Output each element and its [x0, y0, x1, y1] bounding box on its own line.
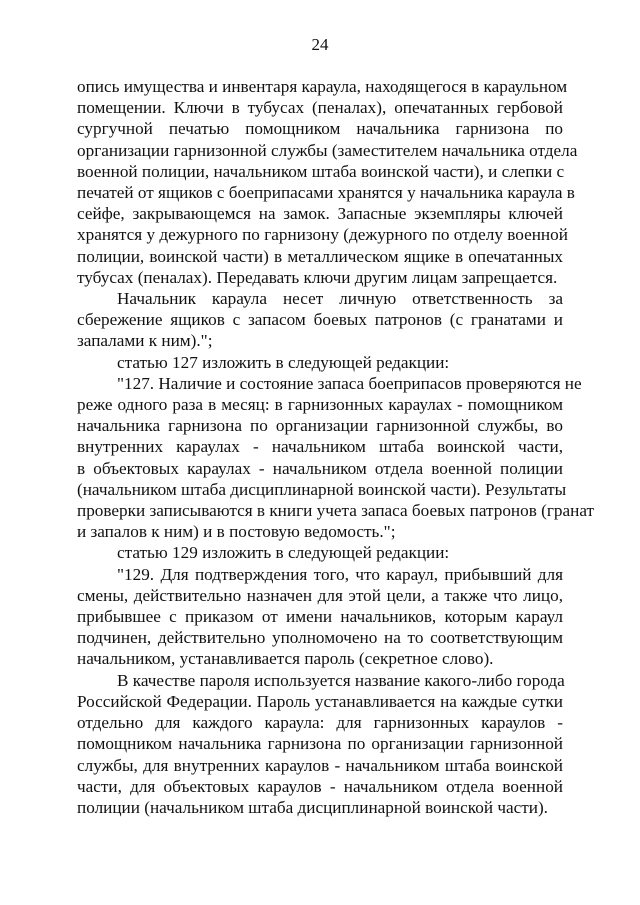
text-line: части, для объектовых караулов - начальником отдела военной — [77, 776, 563, 796]
text-line: помещении. Ключи в тубусах (пеналах), опечатанных гербовой — [77, 98, 563, 118]
text-line: Российской Федерации. Пароль устанавливается на каждые сутки — [77, 691, 563, 711]
text-line: сейфе, закрывающемся на замок. Запасные экземпляры ключей — [77, 204, 563, 224]
text-line: полиции (начальником штаба дисциплинарной воинской части). — [77, 797, 548, 817]
text-line: и запалов к ним) и в постовую ведомость."; — [77, 522, 396, 542]
text-line: реже одного раза в месяц: в гарнизонных караулах - помощником — [77, 395, 563, 415]
text-line: внутренних караулах - начальником штаба воинской части, — [77, 437, 563, 457]
text-line: в объектовых караулах - начальником отдела военной полиции — [77, 458, 563, 478]
paragraph — [77, 352, 563, 373]
paragraph — [77, 76, 578, 288]
text-line: прибывшее с приказом от имени начальников, которым караул — [77, 607, 563, 627]
text-line: "129. Для подтверждения того, что караул, прибывший для — [117, 564, 563, 584]
text-line: хранятся у дежурного по гарнизону (дежурного по отделу военной — [77, 225, 568, 245]
text-line: "127. Наличие и состояние запаса боеприпасов проверяются не — [117, 373, 582, 393]
text-line: статью 129 изложить в следующей редакции: — [117, 543, 450, 563]
text-line: помощником начальника гарнизона по организации гарнизонной — [77, 734, 563, 754]
paragraph — [77, 670, 563, 818]
text-line: статью 127 изложить в следующей редакции: — [117, 352, 450, 372]
text-line: отдельно для каждого караула: для гарнизонных караулов - — [77, 713, 563, 733]
text-line: проверки записываются в книги учета запаса боевых патронов (гранат — [77, 501, 595, 521]
text-line: смены, действительно назначен для этой цели, а также что лицо, — [77, 585, 563, 605]
text-line: сбережение ящиков с запасом боевых патронов (с гранатами и — [77, 310, 563, 330]
text-line: В качестве пароля используется название какого-либо города — [117, 670, 565, 690]
text-line: подчинен, действительно уполномочено на то соответствующим — [77, 628, 563, 648]
paragraph — [77, 542, 563, 563]
text-line: сургучной печатью помощником начальника гарнизона по — [77, 119, 563, 139]
text-line: (начальником штаба дисциплинарной воинской части). Результаты — [77, 479, 567, 499]
text-line: запалами к ним)."; — [77, 331, 213, 351]
text-line: опись имущества и инвентаря караула, находящегося в караульном — [77, 77, 568, 96]
text-line: организации гарнизонной службы (заместителем начальника отдела — [77, 140, 578, 160]
page-number: 24 — [311, 35, 329, 54]
text-line: начальника гарнизона по организации гарнизонной службы, во — [77, 416, 563, 436]
text-line: полиции, воинской части) в металлическом ящике в опечатанных — [77, 246, 563, 266]
document-body — [77, 76, 595, 818]
text-line: Начальник караула несет личную ответственность за — [117, 289, 563, 309]
text-line: службы, для внутренних караулов - начальником штаба воинской — [77, 755, 563, 775]
text-line: печатей от ящиков с боеприпасами хранятся у начальника караула в — [77, 183, 575, 203]
text-line: начальником, устанавливается пароль (секретное слово). — [77, 649, 494, 669]
text-line: тубусах (пеналах). Передавать ключи другим лицам запрещается. — [77, 267, 558, 287]
text-line: военной полиции, начальником штаба воинской части), и слепки с — [77, 161, 565, 181]
paragraph — [77, 373, 595, 543]
paragraph — [77, 564, 563, 670]
paragraph — [77, 288, 563, 352]
